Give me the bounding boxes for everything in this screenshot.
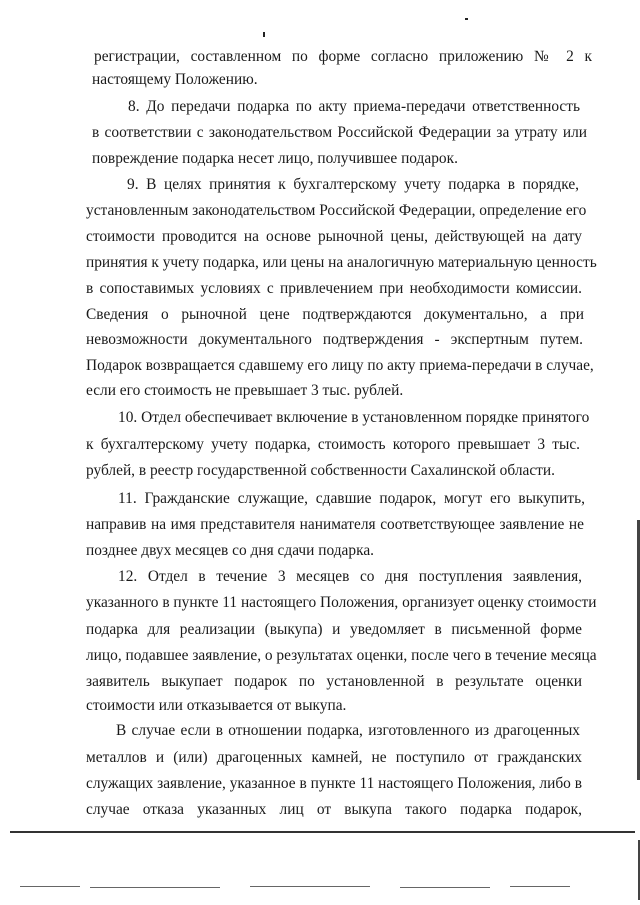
text-line: в соответствии с законодательством Российской Федерации за утрату или [92,124,587,141]
scan-artifact-line [400,887,490,888]
text-line: 12. Отдел в течение 3 месяцев со дня поступления заявления, [118,568,582,585]
text-line: принятия к учету подарка, или цены на аналогичную материальную ценность [86,254,597,271]
scan-artifact-line [510,886,570,887]
text-line: установленным законодательством Российской Федерации, определение его [86,202,587,219]
text-line: случае отказа указанных лиц от выкупа такого подарка подарок, [86,801,582,818]
text-line: указанного в пункте 11 настоящего Положения, организует оценку стоимости [86,594,597,611]
text-line: стоимости проводится на основе рыночной цены, действующей на дату [86,228,582,245]
scan-speck [465,18,468,20]
scan-artifact-line [90,887,220,888]
text-line: металлов и (или) драгоценных камней, не поступило от гражданских [86,749,582,766]
text-line: заявитель выкупает подарок по установленной в результате оценки [86,673,582,690]
scan-artifact-line [20,886,80,887]
text-line: Сведения о рыночной цене подтверждаются документально, а при [86,306,584,323]
text-line: в сопоставимых условиях с привлечением при необходимости комиссии. [86,280,582,297]
text-line: рублей, в реестр государственной собственности Сахалинской области. [86,462,555,479]
text-line: направив на имя представителя нанимателя соответствующее заявление не [86,516,584,533]
text-line: подарка для реализации (выкупа) и уведомляет в письменной форме [86,621,582,638]
text-line: невозможности документального подтверждения - экспертным путем. [86,331,583,348]
page-bottom-rule [10,831,635,833]
scan-speck [263,32,265,37]
text-line: 9. В целях принятия к бухгалтерскому учету подарка в порядке, [127,176,579,193]
scan-artifact-line [250,886,370,887]
text-line: служащих заявление, указанное в пункте 11 настоящего Положения, либо в [86,775,582,792]
text-line: позднее двух месяцев со дня сдачи подарка. [86,542,375,559]
text-line: к бухгалтерскому учету подарка, стоимость которого превышает 3 тыс. [86,436,580,453]
text-line: лицо, подавшее заявление, о результатах оценки, после чего в течение месяца [86,647,597,664]
text-line: 10. Отдел обеспечивает включение в установленном порядке принятого [118,409,590,426]
text-line: стоимости или отказывается от выкупа. [86,697,347,714]
text-line: 8. До передачи подарка по акту приема-передачи ответственность [128,98,580,115]
text-line: Подарок возвращается сдавшему его лицу по акту приема-передачи в случае, [86,357,594,374]
text-line: повреждение подарка несет лицо, получившее подарок. [92,150,458,167]
text-line: 11. Гражданские служащие, сдавшие подарок, могут его выкупить, [118,490,585,507]
text-line: регистрации, составленном по форме согласно приложению № 2 к [94,48,592,65]
text-line: настоящему Положению. [92,71,258,88]
text-line: если его стоимость не превышает 3 тыс. рублей. [86,382,404,399]
text-line: В случае если в отношении подарка, изготовленного из драгоценных [116,722,580,739]
